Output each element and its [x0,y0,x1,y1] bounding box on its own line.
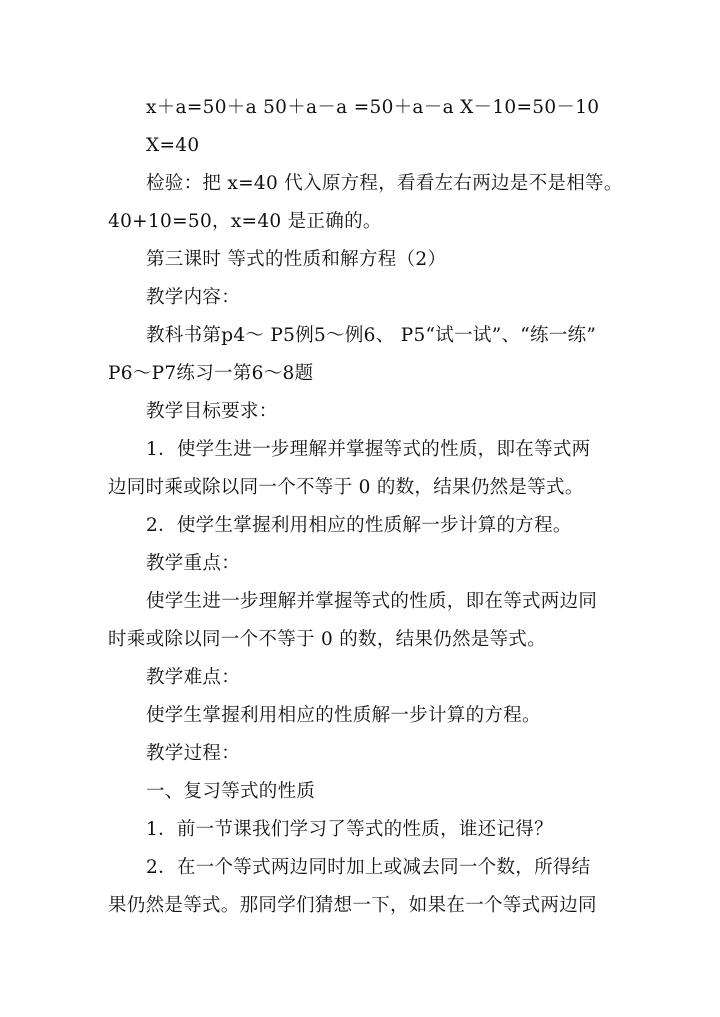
list-heading: 一、复习等式的性质 [146,781,316,802]
text-line: 使学生进一步理解并掌握等式的性质，即在等式两边同 [146,591,598,612]
text-line: 使学生掌握利用相应的性质解一步计算的方程。 [146,705,541,726]
subheading: 教学难点： [146,667,241,688]
equation-result: X=40 [146,135,200,156]
subheading: 教学重点： [146,553,241,574]
subheading: 教学目标要求： [146,401,278,422]
text-line: 2．使学生掌握利用相应的性质解一步计算的方程。 [146,515,572,536]
text-line: 果仍然是等式。那同学们猜想一下，如果在一个等式两边同 [108,895,597,916]
text-line: 1．使学生进一步理解并掌握等式的性质，即在等式两 [146,439,591,460]
text-line: 教科书第p4～ P5例5～例6、 P5“试一试”、“练一练” [146,325,597,346]
text-line: 时乘或除以同一个不等于 0 的数，结果仍然是等式。 [108,629,547,650]
text-line: 1．前一节课我们学习了等式的性质，谁还记得？ [146,819,553,840]
subheading: 教学过程： [146,743,241,764]
text-line: 40+10=50，x=40 是正确的。 [108,211,382,232]
text-line: 检验：把 x=40 代入原方程，看看左右两边是不是相等。 [146,173,623,194]
equation-line: x＋a=50＋a 50＋a－a =50＋a－a X－10=50－10 [146,97,600,118]
text-line: 边同时乘或除以同一个不等于 0 的数，结果仍然是等式。 [108,477,584,498]
section-heading: 第三课时 等式的性质和解方程（2） [146,249,447,270]
subheading: 教学内容： [146,287,241,308]
text-line: P6～P7练习一第6～8题 [108,363,314,384]
text-line: 2．在一个等式两边同时加上或减去同一个数，所得结 [146,857,591,878]
